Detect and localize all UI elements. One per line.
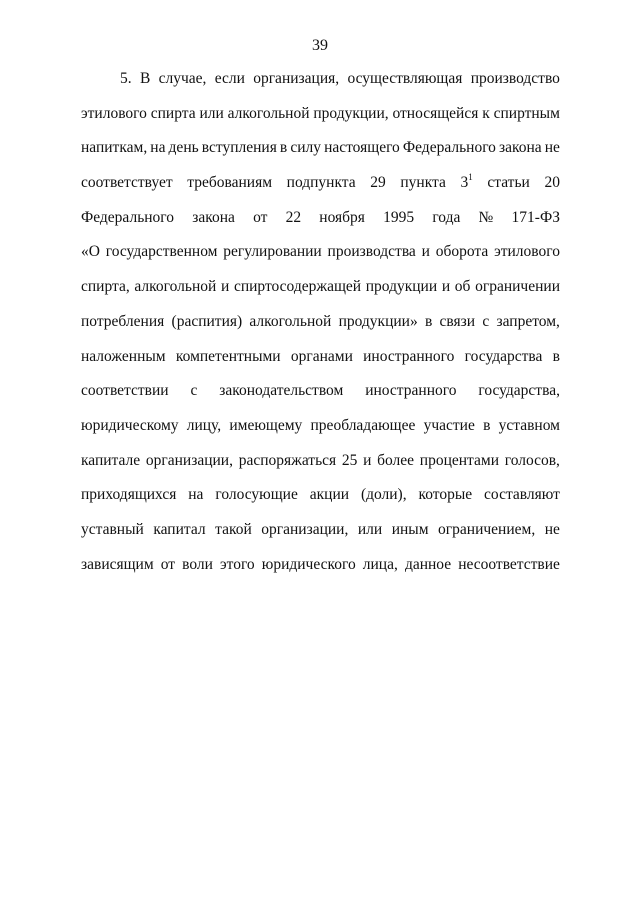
text-word: государства, [478,382,560,400]
text-word: этилового [494,243,560,261]
text-word: голосующие [215,486,298,504]
text-word: об [454,278,471,296]
text-word: голосов, [504,451,560,469]
text-word: 22 [285,208,302,226]
text-word: лица, [362,555,398,573]
text-word: закона [192,208,235,226]
text-word: организация, [253,70,340,87]
text-word: приходящихся [81,486,177,504]
text-word: продукции [365,278,438,296]
text-word: воли [182,555,213,573]
text-word: (доли), [360,486,407,504]
text-word: с [190,382,198,400]
text-line [81,381,560,416]
text-word: капитал [153,520,206,538]
paragraph-text [81,69,560,589]
superscript: 1 [468,171,473,182]
text-word: года [432,208,461,226]
text-word: юридического [261,555,356,573]
text-word: акции [309,486,350,504]
text-word: и [363,451,372,469]
text-word: капитале [81,451,141,469]
text-word: Федерального [402,139,496,157]
text-word: которые [418,486,473,504]
text-word: 29 [370,174,386,192]
text-word: распоряжаться [238,451,337,469]
text-word: $3^1$ [460,171,473,192]
text-word: участие [423,416,475,434]
text-word: статьи [487,174,530,192]
text-word: «О [81,243,100,261]
text-word: и [421,243,430,261]
text-line [81,416,560,451]
text-word: в [424,312,433,330]
text-word: алкогольной [134,278,217,296]
text-line [81,451,560,486]
text-word: процентами [419,451,499,469]
text-word: связи [439,312,476,330]
text-line [81,138,560,173]
text-word: 171-ФЗ [511,208,560,226]
text-word: случае, [158,70,207,87]
text-word: организации, [261,520,349,538]
text-word: регулировании [223,243,322,261]
text-word: преобладающее [310,416,416,434]
text-line [81,312,560,347]
text-word: этилового [81,104,147,122]
text-word: (распития) [171,312,243,330]
text-word: и [220,278,230,296]
text-word: производство [470,70,560,87]
text-word: в [279,139,288,157]
text-line [81,347,560,382]
text-word: уставный [81,520,144,538]
text-word: потребления [81,312,165,330]
text-word: юридическому [81,416,179,434]
text-word: если [214,70,245,87]
text-word: закона [499,139,542,157]
page-number: 39 [312,37,328,54]
text-word: 20 [544,174,560,192]
text-word: ограничением, [438,520,536,538]
text-word: ноября [319,208,365,226]
text-word: законодательством [219,382,344,400]
text-line [81,208,560,243]
text-word: соответствует [81,174,173,192]
text-word: несоответствие [458,555,560,573]
text-word: запретом, [496,312,560,330]
text-word: подпункта [286,174,356,192]
text-line [81,520,560,555]
text-word: 1995 [383,208,415,226]
text-line [81,485,560,520]
text-word: производства [327,243,416,261]
text-word: государства [464,347,543,365]
text-word: алкогольной [227,104,310,122]
text-word: продукции» [338,312,418,330]
text-word: требованиям [187,174,273,192]
text-word: спиртосодержащей [233,278,362,296]
text-line [81,104,560,139]
text-word: такой [215,520,252,538]
text-word: в [552,347,560,365]
text-word: Федерального [81,208,175,226]
text-word: 25 [341,451,358,469]
text-word: от [160,555,176,573]
text-word: организации, [145,451,233,469]
text-line [81,173,560,208]
text-word: данное [404,555,452,573]
text-word: настоящего [324,139,400,157]
text-word: наложенным [81,347,166,365]
text-word: или [199,104,224,122]
text-word: алкогольной [249,312,332,330]
text-word: государственном [105,243,218,261]
text-word: на [150,139,166,157]
text-line [81,555,560,590]
text-word: имеющему [229,416,303,434]
text-line [81,242,560,277]
text-word: соответствии [81,382,169,400]
text-word: зависящим [81,555,154,573]
text-word: ограничении [475,278,560,296]
text-line [81,277,560,312]
text-word: спирта, [81,278,130,296]
text-word: компетентными [175,347,281,365]
text-word: к [482,104,490,122]
text-word: продукции, [313,104,389,122]
text-word: лицу, [186,416,222,434]
text-word: оборота [435,243,489,261]
text-word: и [441,278,451,296]
text-word: с [482,312,490,330]
text-word: на [188,486,204,504]
text-word: более [377,451,415,469]
text-word: от [253,208,268,226]
text-word: спирта [150,104,196,122]
text-word: 5. [120,70,132,87]
text-word: иным [391,520,429,538]
text-word: относящейся [392,104,479,122]
text-word: органами [290,347,353,365]
text-word: спиртным [493,104,560,122]
text-word: осуществляющая [347,70,463,87]
text-word: составляют [484,486,560,504]
text-word: силу [290,139,321,157]
text-word: В [139,70,151,87]
text-word: иностранного [363,347,455,365]
text-word: уставном [498,416,560,434]
text-word: напиткам, [81,139,148,157]
text-line [81,69,560,104]
text-word: № [478,208,494,226]
text-word: день [168,139,199,157]
text-word: или [357,520,383,538]
text-word: вступления [201,139,277,157]
text-word: в [483,416,491,434]
text-word: этого [219,555,255,573]
text-word: не [544,139,560,157]
text-word: не [544,520,560,538]
text-word: иностранного [365,382,457,400]
text-word: пункта [400,174,446,192]
